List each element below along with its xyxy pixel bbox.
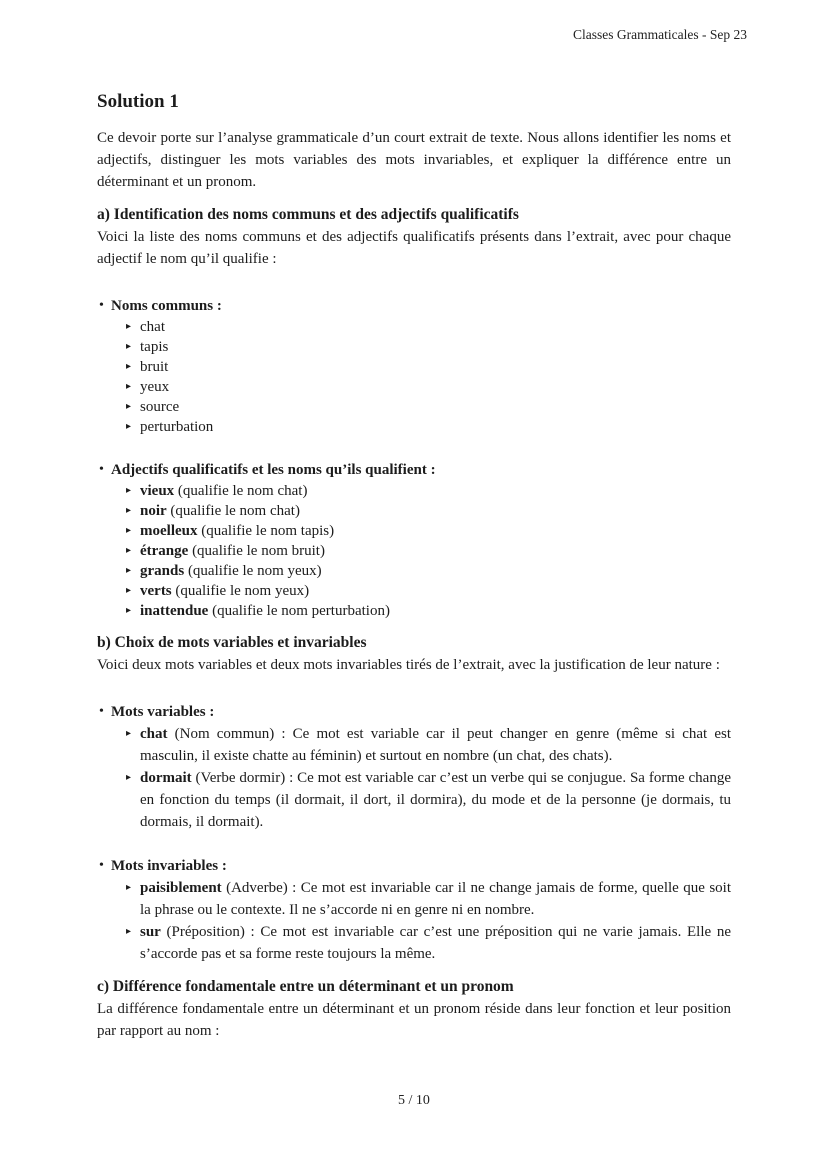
adjective-detail: (qualifie le nom tapis) xyxy=(197,523,335,539)
running-header: Classes Grammaticales - Sep 23 xyxy=(573,27,747,42)
triangle-bullet-icon: ▸ xyxy=(126,565,132,576)
adjectifs-group xyxy=(97,459,731,621)
noms-communs-items xyxy=(111,317,731,437)
triangle-bullet-icon: ▸ xyxy=(126,381,132,392)
adjective-detail: (qualifie le nom chat) xyxy=(166,503,300,519)
list-item xyxy=(111,561,731,581)
mots-invariables-items xyxy=(111,877,731,965)
adjective-detail: (qualifie le nom chat) xyxy=(174,483,308,499)
triangle-bullet-icon: ▸ xyxy=(126,772,132,783)
triangle-bullet-icon: ▸ xyxy=(126,728,132,739)
adjectifs-items xyxy=(111,481,731,621)
section-c-heading: c) Différence fondamentale entre un déterminant et un pronom xyxy=(97,978,514,995)
noun-label: tapis xyxy=(140,339,169,355)
mots-invariables-group xyxy=(97,855,731,965)
list-item xyxy=(111,601,731,621)
word-term: paisiblement xyxy=(140,880,222,896)
adjective-term: verts xyxy=(140,583,172,599)
mots-variables-group xyxy=(97,701,731,833)
adjective-detail: (qualifie le nom bruit) xyxy=(188,543,325,559)
adjective-term: grands xyxy=(140,563,185,579)
list-item xyxy=(111,481,731,501)
word-explanation: (Préposition) : Ce mot est invariable car c’est une préposition qui ne varie jamais. Elle ne s’accorde pas et sa forme reste toujours la même. xyxy=(140,924,731,962)
word-term: sur xyxy=(140,924,161,940)
triangle-bullet-icon: ▸ xyxy=(126,341,132,352)
list-item xyxy=(111,377,731,397)
word-term: dormait xyxy=(140,770,192,786)
section-b-list xyxy=(97,701,731,965)
list-item xyxy=(111,723,731,767)
triangle-bullet-icon: ▸ xyxy=(126,421,132,432)
list-item xyxy=(111,877,731,921)
group-label: Adjectifs qualificatifs et les noms qu’ils qualifient : xyxy=(111,462,436,478)
list-item xyxy=(111,337,731,357)
triangle-bullet-icon: ▸ xyxy=(126,545,132,556)
section-a-heading: a) Identification des noms communs et des adjectifs qualificatifs xyxy=(97,206,519,223)
list-item xyxy=(111,417,731,437)
bullet-icon: • xyxy=(99,462,104,477)
noun-label: bruit xyxy=(140,359,169,375)
list-item xyxy=(111,317,731,337)
noun-label: source xyxy=(140,399,180,415)
list-item xyxy=(111,397,731,417)
word-explanation: (Adverbe) : Ce mot est invariable car il ne change jamais de forme, quelle que soit la phrase ou le contexte. Il ne s’accorde ni en genre ni en nombre. xyxy=(140,880,731,918)
mots-variables-items xyxy=(111,723,731,833)
list-item xyxy=(111,501,731,521)
word-explanation: (Verbe dormir) : Ce mot est variable car c’est un verbe qui se conjugue. Sa forme change en fonction du temps (il dormait, il dort, il dormira), du mode et de la personne (je dormais, tu dormais, il dormait). xyxy=(140,770,731,830)
list-item xyxy=(111,541,731,561)
group-label: Noms communs : xyxy=(111,298,222,314)
word-term: chat xyxy=(140,726,168,742)
list-item xyxy=(111,521,731,541)
triangle-bullet-icon: ▸ xyxy=(126,401,132,412)
triangle-bullet-icon: ▸ xyxy=(126,926,132,937)
page-number: 5 / 10 xyxy=(398,1093,430,1108)
word-explanation: (Nom commun) : Ce mot est variable car il peut changer en genre (même si chat est masculin, il existe chatte au féminin) et surtout en nombre (un chat, des chats). xyxy=(140,726,731,764)
noun-label: yeux xyxy=(140,379,170,395)
bullet-icon: • xyxy=(99,298,104,313)
section-a-list xyxy=(97,295,731,621)
adjective-term: noir xyxy=(140,503,167,519)
triangle-bullet-icon: ▸ xyxy=(126,361,132,372)
adjective-term: étrange xyxy=(140,543,189,559)
list-item xyxy=(111,921,731,965)
triangle-bullet-icon: ▸ xyxy=(126,321,132,332)
triangle-bullet-icon: ▸ xyxy=(126,525,132,536)
section-c-lead: La différence fondamentale entre un déterminant et un pronom réside dans leur fonction et leur position par rapport au nom : xyxy=(97,1001,731,1039)
section-b-heading: b) Choix de mots variables et invariables xyxy=(97,634,367,651)
adjective-detail: (qualifie le nom yeux) xyxy=(171,583,310,599)
adjective-detail: (qualifie le nom yeux) xyxy=(184,563,322,579)
page-title: Solution 1 xyxy=(97,91,179,112)
section-a-lead: Voici la liste des noms communs et des adjectifs qualificatifs présents dans l’extrait, avec pour chaque adjectif le nom qu’il qualifie : xyxy=(97,229,731,267)
group-label: Mots variables : xyxy=(111,704,215,720)
noun-label: chat xyxy=(140,319,165,335)
triangle-bullet-icon: ▸ xyxy=(126,882,132,893)
noms-communs-group xyxy=(97,295,731,437)
triangle-bullet-icon: ▸ xyxy=(126,505,132,516)
adjective-detail: (qualifie le nom perturbation) xyxy=(208,603,390,619)
list-item xyxy=(111,357,731,377)
bullet-icon: • xyxy=(99,858,104,873)
adjective-term: inattendue xyxy=(140,603,209,619)
adjective-term: vieux xyxy=(140,483,175,499)
section-b-lead: Voici deux mots variables et deux mots invariables tirés de l’extrait, avec la justification de leur nature : xyxy=(97,657,720,673)
triangle-bullet-icon: ▸ xyxy=(126,585,132,596)
list-item xyxy=(111,767,731,833)
triangle-bullet-icon: ▸ xyxy=(126,605,132,616)
triangle-bullet-icon: ▸ xyxy=(126,485,132,496)
noun-label: perturbation xyxy=(140,419,214,435)
bullet-icon: • xyxy=(99,704,104,719)
intro-paragraph: Ce devoir porte sur l’analyse grammaticale d’un court extrait de texte. Nous allons identifier les noms et adjectifs, distinguer les mots variables des mots invariables, et expliquer la différence entre un déterminant et un pronom. xyxy=(97,130,731,190)
list-item xyxy=(111,581,731,601)
group-label: Mots invariables : xyxy=(111,858,227,874)
adjective-term: moelleux xyxy=(140,523,198,539)
